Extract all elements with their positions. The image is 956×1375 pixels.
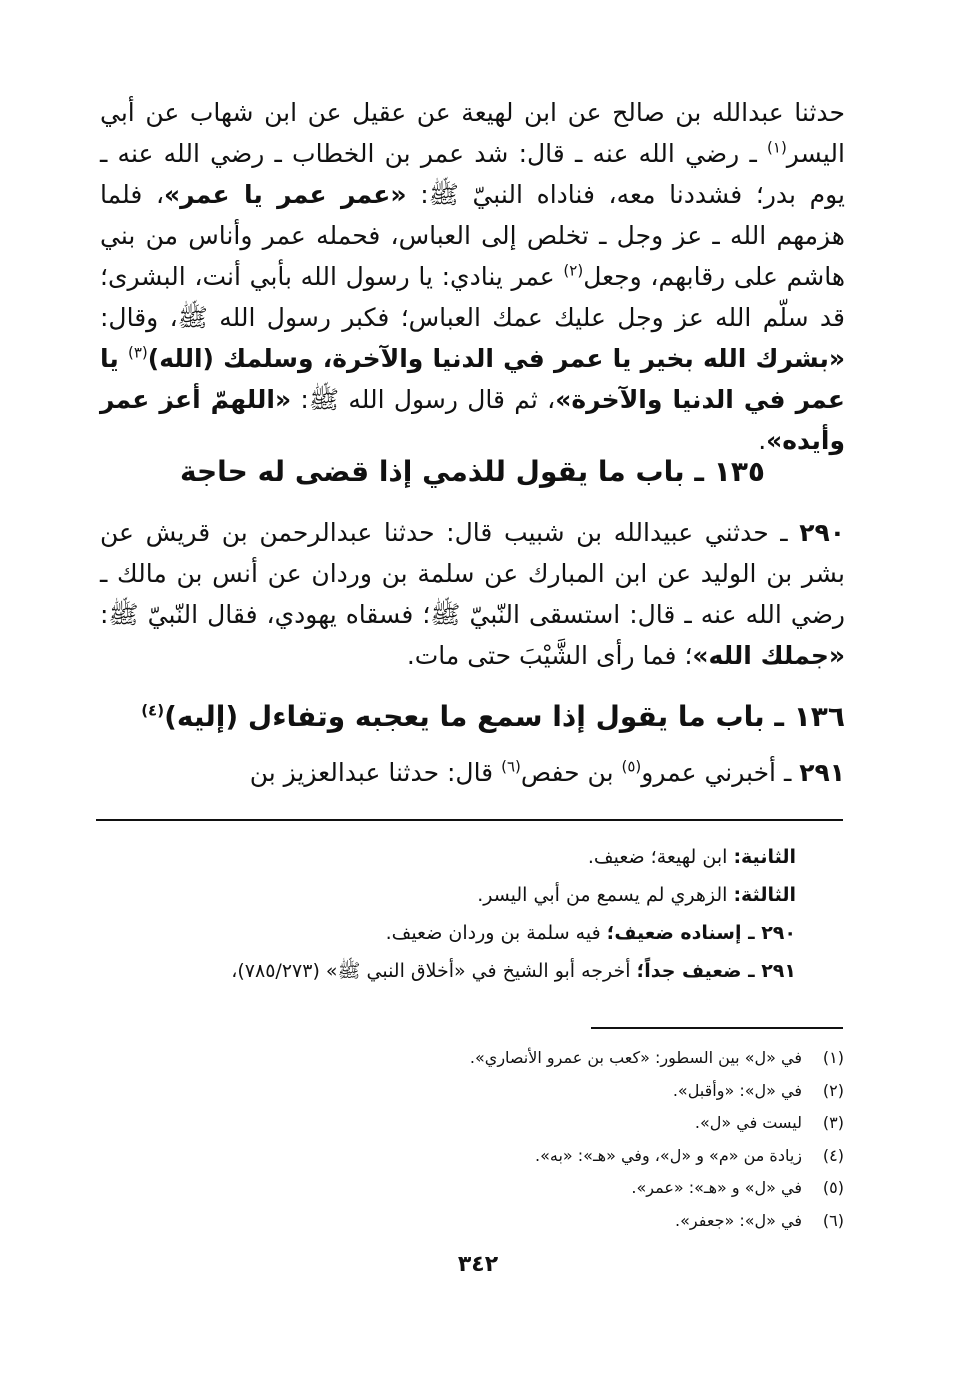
quote-glad-tidings: «بشرك الله بخير يا عمر في الدنيا والآخرة، وسلمك (الله)	[147, 344, 845, 373]
note-line	[96, 876, 796, 914]
footnotes	[470, 1042, 844, 1237]
footnote-text: زيادة من «م» و «ل»، وفي «هـ»: «به».	[535, 1145, 802, 1165]
footnote-number: (٤)	[822, 1145, 844, 1165]
chapter-heading-135: ١٣٥ ـ باب ما يقول للذمي إذا قضى له حاجة	[179, 455, 766, 488]
note-label: الثالثة:	[733, 884, 796, 906]
footnote-number: (٥)	[822, 1178, 844, 1197]
hadith-number: ٢٩١	[799, 758, 845, 787]
paragraph-text: حدثنا عبدالله بن صالح عن ابن لهيعة عن عقيل عن ابن شهاب عن أبي اليسر	[100, 98, 845, 168]
chapter-title: ١٣٦ ـ باب ما يقول إذا سمع ما يعجبه وتفاءل (إليه)	[164, 700, 845, 733]
footnote-text: في «ل» و «هـ»: «عمر».	[631, 1178, 802, 1197]
footnote-item	[470, 1172, 844, 1205]
hadith-text: ـ حدثني عبيدالله بن شبيب قال: حدثنا عبدالرحمن بن قريش عن بشر بن الوليد عن ابن المبارك عن سلمة بن وردان عن أنس بن مالك ـ رضي الله عنه ـ قال: استسقى النّبيّ ﷺ؛ فسقاه يهودي، فقال النّبيّ ﷺ:	[100, 518, 845, 629]
note-label: ٢٩١ ـ ضعيف جداً؛	[636, 960, 796, 982]
note-label: الثانية:	[733, 846, 796, 868]
hadith-text: بن حفص	[520, 758, 622, 787]
hadith-text: ؛ فما رأى الشَّيْبَ حتى مات.	[406, 641, 693, 670]
hadith-text: ـ أخبرني عمرو	[641, 758, 800, 787]
footnote-item	[470, 1205, 844, 1238]
paragraph-text: .	[758, 426, 767, 455]
hadith-291	[100, 752, 845, 793]
footnote-text: ليست في «ل».	[694, 1113, 802, 1132]
note-line	[96, 838, 796, 876]
footnote-number: (٦)	[822, 1210, 844, 1230]
footnote-ref-6: (٦)	[501, 757, 521, 776]
footnote-ref-1: (١)	[767, 138, 787, 157]
footnote-ref-4: (٤)	[141, 701, 165, 720]
note-text: الزهري لم يسمع من أبي اليسر.	[477, 884, 734, 906]
grading-notes	[96, 838, 796, 990]
footnote-item	[470, 1140, 844, 1173]
hadith-quote: «جملك الله»	[692, 641, 845, 670]
hadith-paragraph-umar	[100, 92, 845, 461]
footnote-text: في «ل»: «وأقبل».	[672, 1080, 802, 1100]
paragraph-text: ، ثم قال رسول الله ﷺ:	[291, 385, 556, 414]
main-divider	[96, 819, 843, 821]
paragraph-text: عمر ينادي: يا رسول الله بأبي أنت، البشرى؛ قد سلّم الله عز وجل عليك عمك العباس؛ فكبر رسول الله ﷺ، وقال:	[100, 262, 845, 332]
page-number: ٣٤٢	[457, 1252, 499, 1277]
quote-glad-tidings-end: يا عمر في الدنيا والآخرة»	[100, 344, 845, 414]
note-line	[96, 914, 796, 952]
footnote-item	[470, 1042, 844, 1075]
note-line	[96, 952, 796, 990]
footnote-ref-2: (٢)	[563, 261, 584, 280]
footnote-text: في «ل»: «جعفر».	[675, 1210, 802, 1230]
note-text: ابن لهيعة؛ ضعيف.	[587, 846, 734, 868]
footnote-number: (٢)	[822, 1080, 844, 1100]
note-text: أخرجه أبو الشيخ في «أخلاق النبي ﷺ» (٧٨٥/٢٧٣)،	[231, 960, 637, 982]
footnote-text: في «ل» بين السطور: «كعب بن عمرو الأنصاري».	[469, 1048, 802, 1067]
quote-umar: «عمر عمر يا عمر»	[164, 180, 407, 209]
footnote-ref-5: (٥)	[621, 757, 642, 776]
hadith-number: ٢٩٠	[799, 518, 845, 547]
quote-dua: «اللهمّ أعز عمر وأيده»	[100, 385, 845, 455]
footnote-number: (١)	[822, 1048, 844, 1067]
footnote-number: (٣)	[822, 1113, 844, 1132]
note-text: فيه سلمة بن وردان ضعيف.	[385, 922, 607, 944]
footnote-item	[470, 1075, 844, 1108]
footnote-divider	[591, 1027, 843, 1029]
paragraph-text: ، فلما هزمهم الله ـ عز وجل ـ تخلص إلى العباس، فحمله عمر وأناس من بني هاشم على رقابهم، وجعل	[100, 180, 846, 291]
paragraph-text: ـ رضي الله عنه ـ قال: شد عمر بن الخطاب ـ رضي الله عنه ـ يوم بدر؛ فشددنا معه، فناداه النبيّ ﷺ:	[100, 139, 845, 209]
footnote-ref-3: (٣)	[128, 343, 148, 362]
note-label: ٢٩٠ ـ إسناده ضعيف؛	[606, 922, 796, 944]
chapter-heading-136	[100, 700, 845, 733]
footnote-item	[470, 1107, 844, 1140]
hadith-text: قال: حدثنا عبدالعزيز بن	[249, 758, 502, 787]
hadith-290	[100, 512, 845, 676]
